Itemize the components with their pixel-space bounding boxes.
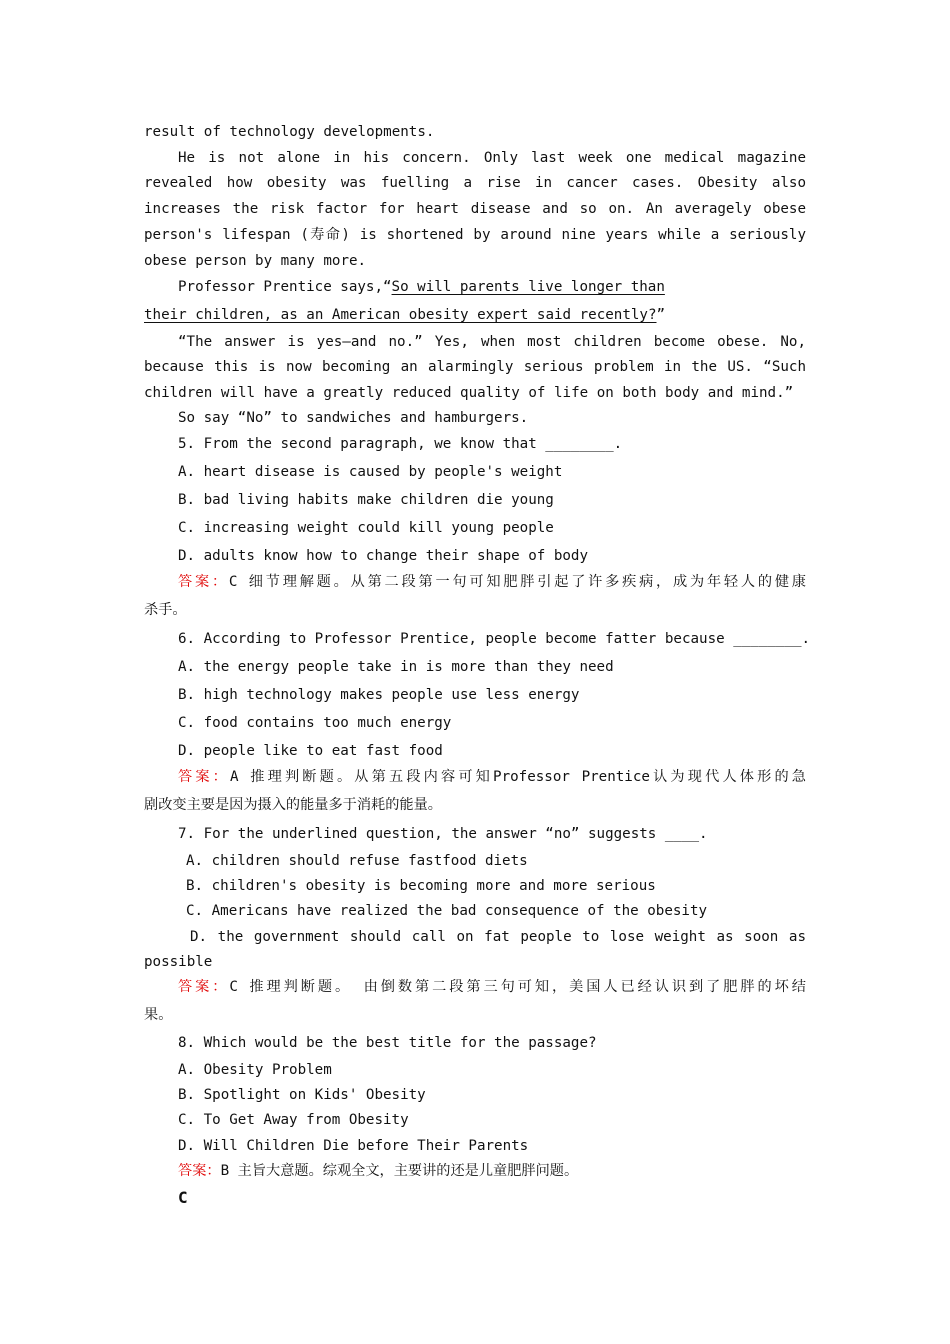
passage-line: person's lifespan (寿命) is shortened by around nine years while a seriously — [144, 227, 806, 243]
answer-option: A. heart disease is caused by people's weight — [178, 464, 563, 480]
answer-text: B 主旨大意题。综观全文，主要讲的还是儿童肥胖问题。 — [220, 1163, 579, 1179]
answer-label: 答案： — [178, 1163, 221, 1179]
answer-option: A. children should refuse fastfood diets — [186, 853, 528, 869]
passage-line: He is not alone in his concern. Only last week one medical magazine — [178, 150, 806, 166]
passage-line: “The answer is yes—and no.” Yes, when most children become obese. No, — [178, 334, 806, 350]
question-stem: 8. Which would be the best title for the passage? — [178, 1035, 597, 1051]
answer-option: C. food contains too much energy — [178, 715, 452, 731]
answer-option: possible — [144, 954, 213, 970]
answer-option: A. Obesity Problem — [178, 1062, 332, 1078]
underlined-question: So will parents live longer than — [391, 279, 665, 295]
question-stem: 5. From the second paragraph, we know that ________. — [178, 436, 623, 452]
passage-line: because this is now becoming an alarmingly serious problem in the US. “Such — [144, 359, 806, 375]
passage-line: increases the risk factor for heart disease and so on. An averagely obese — [144, 201, 806, 217]
section-heading: C — [178, 1188, 188, 1207]
answer-option: B. bad living habits make children die young — [178, 492, 554, 508]
answer-label: 答案： — [178, 769, 231, 785]
answer-label: 答案： — [178, 574, 229, 590]
answer-option: B. Spotlight on Kids' Obesity — [178, 1087, 426, 1103]
answer-option: C. increasing weight could kill young people — [178, 520, 554, 536]
passage-line — [144, 303, 806, 327]
answer-explanation — [178, 1159, 806, 1183]
answer-explanation — [178, 975, 806, 999]
answer-explanation: 杀手。 — [144, 602, 187, 618]
quote-close: ” — [656, 307, 666, 323]
answer-option: D. Will Children Die before Their Parents — [178, 1138, 529, 1154]
answer-text: C 推理判断题。 由倒数第二段第三句可知，美国人已经认识到了肥胖的坏结 — [229, 979, 806, 995]
question-stem: 7. For the underlined question, the answer “no” suggests ____. — [178, 826, 708, 842]
answer-option: C. To Get Away from Obesity — [178, 1112, 409, 1128]
answer-explanation: 剧改变主要是因为摄入的能量多于消耗的能量。 — [144, 797, 442, 813]
answer-option: B. children's obesity is becoming more and more serious — [186, 878, 656, 894]
answer-option: D. the government should call on fat people to lose weight as soon as — [190, 929, 806, 945]
question-stem: 6. According to Professor Prentice, people become fatter because ________. — [178, 631, 811, 647]
answer-explanation — [178, 765, 806, 789]
passage-line — [178, 275, 806, 299]
answer-explanation: 果。 — [144, 1007, 173, 1023]
answer-option: D. people like to eat fast food — [178, 743, 443, 759]
answer-option: C. Americans have realized the bad consequence of the obesity — [186, 903, 708, 919]
answer-explanation — [178, 570, 806, 594]
answer-option: B. high technology makes people use less energy — [178, 687, 580, 703]
answer-text: C 细节理解题。从第二段第一句可知肥胖引起了许多疾病，成为年轻人的健康 — [228, 574, 806, 590]
passage-line: So say “No” to sandwiches and hamburgers. — [178, 410, 529, 426]
answer-option: A. the energy people take in is more than they need — [178, 659, 614, 675]
answer-label: 答案： — [178, 979, 230, 995]
passage-line: children will have a greatly reduced quality of life on both body and mind.” — [144, 385, 794, 401]
passage-line: result of technology developments. — [144, 124, 435, 140]
passage-line: revealed how obesity was fuelling a rise in cancer cases. Obesity also — [144, 175, 806, 191]
answer-text: A 推理判断题。从第五段内容可知Professor Prentice认为现代人体形的急 — [230, 769, 806, 785]
quote-intro: Professor Prentice says,“ — [178, 279, 392, 295]
underlined-question: their children, as an American obesity expert said recently? — [144, 307, 657, 323]
passage-line: obese person by many more. — [144, 253, 367, 269]
answer-option: D. adults know how to change their shape of body — [178, 548, 588, 564]
